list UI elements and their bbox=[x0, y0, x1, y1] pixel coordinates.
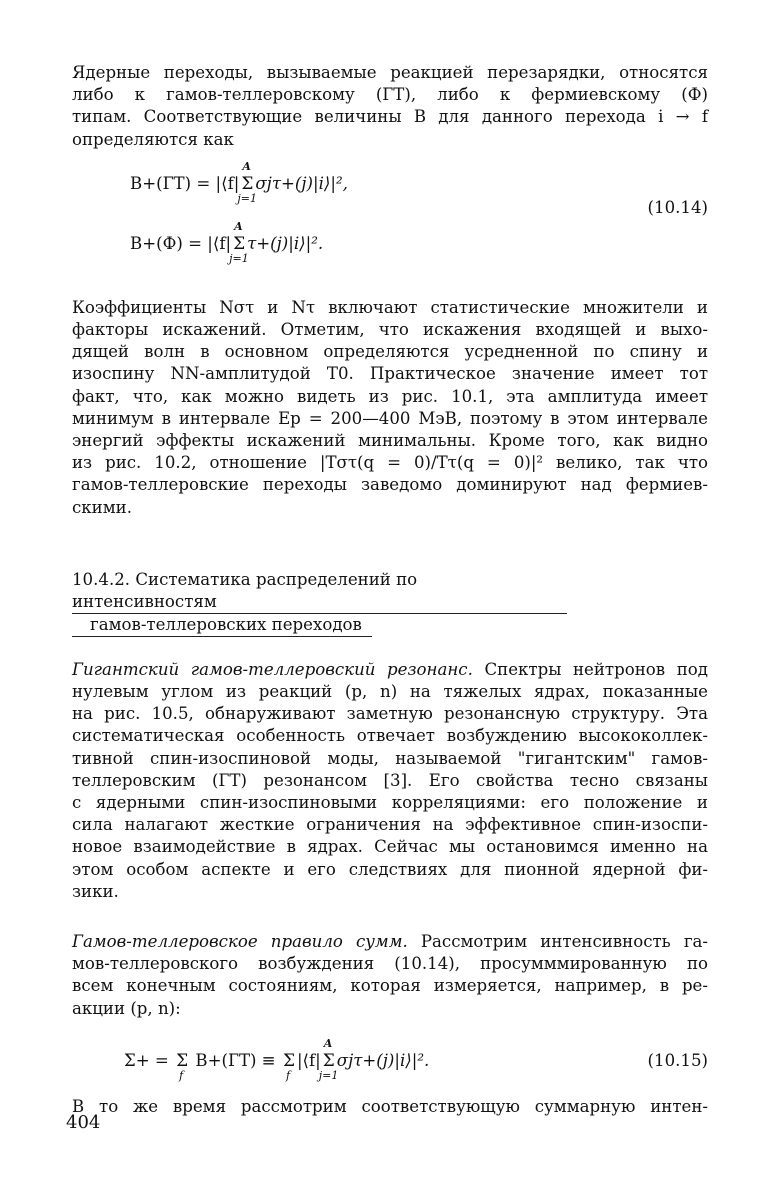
sum-symbol bbox=[237, 159, 257, 205]
sum-lower-limit: f bbox=[179, 1068, 184, 1082]
section-heading-line-2: гамов-теллеровских переходов bbox=[72, 614, 372, 637]
text-line: с ядерными спин-изоспиновыми корреляциями: его положение и bbox=[72, 793, 708, 813]
text-line: из рис. 10.2, отношение |Tστ(q = 0)/Tτ(q = 0)|² велико, так что bbox=[72, 453, 708, 473]
sum-lower-limit: j=1 bbox=[318, 1068, 339, 1082]
sum-upper-limit: A bbox=[234, 219, 243, 233]
text-line: либо к гамов-теллеровскому (ГТ), либо к фермиевскому (Ф) bbox=[72, 85, 708, 105]
eq-bra: |⟨f| bbox=[296, 1050, 321, 1070]
paragraph-lead: Гигантский гамов-теллеровский резонанс. bbox=[72, 659, 473, 679]
equation-10-15 bbox=[72, 1032, 708, 1088]
paragraph-giant-resonance bbox=[72, 659, 708, 903]
text-line: дящей волн в основном определяются усредненной по спину и bbox=[72, 342, 708, 362]
sum-sign: Σ bbox=[241, 173, 254, 194]
text-line bbox=[72, 931, 708, 953]
text-line: тивной спин-изоспиновой моды, называемой "гигантским" гамов- bbox=[72, 748, 708, 768]
paragraph-continuation bbox=[72, 1096, 708, 1118]
paragraph-intro bbox=[72, 62, 708, 151]
paragraph-sum-rule bbox=[72, 931, 708, 1020]
text-line: минимум в интервале Ep = 200—400 МэВ, поэтому в этом интервале bbox=[72, 408, 708, 428]
equation-sum-rule bbox=[124, 1036, 430, 1082]
eq-rhs: σjτ+(j)|i⟩|². bbox=[336, 1050, 430, 1070]
equation-10-14 bbox=[72, 157, 708, 277]
text-line: новое взаимодействие в ядрах. Сейчас мы остановимся именно на bbox=[72, 837, 708, 857]
text-line: акции (p, n): bbox=[72, 998, 181, 1018]
text-line: систематическая особенность отвечает возбуждению высококоллек- bbox=[72, 726, 708, 746]
text-line: этом особом аспекте и его следствиях для пионной ядерной фи- bbox=[72, 859, 708, 879]
sum-symbol bbox=[281, 1050, 297, 1082]
spacer bbox=[72, 903, 708, 925]
text-line: Ядерные переходы, вызываемые реакцией перезарядки, относятся bbox=[72, 63, 708, 82]
sum-sign: Σ bbox=[282, 1050, 295, 1071]
eq-lhs-f: B+(Ф) = |⟨f| bbox=[130, 233, 232, 253]
section-heading-line-1: 10.4.2. Систематика распределений по интенсивностям bbox=[72, 569, 567, 614]
text-line: на рис. 10.5, обнаруживают заметную резонансную структуру. Эта bbox=[72, 704, 708, 724]
equation-number: (10.14) bbox=[647, 197, 708, 217]
sum-sign: Σ bbox=[176, 1050, 189, 1071]
paragraph-lead: Гамов-теллеровское правило сумм. bbox=[72, 932, 408, 952]
sum-sign: Σ bbox=[233, 233, 246, 254]
text-line: гамов-теллеровские переходы заведомо доминируют над фермиев- bbox=[72, 475, 708, 495]
text-fragment: Спектры нейтронов под bbox=[472, 659, 708, 679]
eq-lhs-gt: B+(ГТ) = |⟨f| bbox=[130, 173, 240, 193]
text-line: скими. bbox=[72, 497, 132, 517]
eq-rhs-gt: σjτ+(j)|i⟩|², bbox=[255, 173, 348, 193]
equation-number: (10.15) bbox=[647, 1050, 708, 1070]
section-heading bbox=[72, 569, 708, 637]
text-line: типам. Соответствующие величины B для данного перехода i → f bbox=[72, 107, 708, 127]
sum-upper-limit: A bbox=[323, 1036, 333, 1050]
sum-sign: Σ bbox=[322, 1050, 335, 1071]
text-line: изоспину NN-амплитудой T0. Практическое значение имеет тот bbox=[72, 364, 708, 384]
text-line: Коэффициенты Nστ и Nτ включают статистические множители и bbox=[72, 297, 708, 317]
text-line: определяются как bbox=[72, 129, 234, 149]
text-line: нулевым углом из реакций (p, n) на тяжелых ядрах, показанные bbox=[72, 682, 708, 702]
eq-lhs: Σ+ = bbox=[124, 1050, 169, 1070]
sum-symbol bbox=[174, 1050, 190, 1082]
text-fragment: Рассмотрим интенсивность га- bbox=[407, 932, 709, 952]
sum-upper-limit: A bbox=[242, 159, 251, 173]
sum-symbol bbox=[229, 219, 249, 265]
page-number: 404 bbox=[66, 1112, 101, 1133]
sum-lower-limit: j=1 bbox=[237, 191, 257, 205]
sum-symbol bbox=[318, 1036, 339, 1082]
text-line: энергий эффекты искажений минимальны. Кроме того, как видно bbox=[72, 431, 708, 451]
equation-bgt bbox=[130, 159, 348, 205]
text-line: В то же время рассмотрим соответствующую суммарную интен- bbox=[72, 1096, 708, 1116]
sum-lower-limit: f bbox=[285, 1068, 291, 1082]
text-line: всем конечным состояниям, которая измеряется, например, в ре- bbox=[72, 976, 708, 996]
text-line bbox=[72, 659, 708, 681]
text-line: мов-теллеровского возбуждения (10.14), просумммированную по bbox=[72, 954, 708, 974]
paragraph-coefficients bbox=[72, 297, 708, 519]
eq-middle: B+(ГТ) ≡ bbox=[195, 1050, 276, 1070]
text-line: сила налагают жесткие ограничения на эффективное спин-изоспи- bbox=[72, 815, 708, 835]
equation-bf bbox=[130, 219, 324, 265]
text-line: теллеровским (ГТ) резонансом [3]. Его свойства тесно связаны bbox=[72, 770, 708, 790]
text-line: факторы искажений. Отметим, что искажения входящей и выхо- bbox=[72, 320, 708, 340]
text-line: факт, что, как можно видеть из рис. 10.1, эта амплитуда имеет bbox=[72, 386, 708, 406]
text-line: зики. bbox=[72, 881, 119, 901]
sum-lower-limit: j=1 bbox=[229, 251, 249, 265]
page-body bbox=[72, 62, 708, 1118]
eq-rhs-f: τ+(j)|i⟩|². bbox=[247, 233, 324, 253]
